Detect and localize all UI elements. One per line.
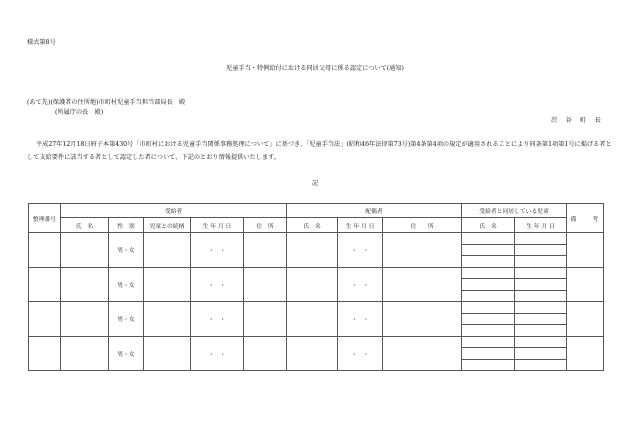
cell-spouse-birth: ・ ・	[338, 336, 383, 371]
cell-recipient-name	[61, 302, 109, 337]
header-recipient-name: 氏 名	[61, 218, 109, 233]
cell-recipient-sex: 男・女	[109, 336, 144, 371]
body-text: 平成27年12月18日府子本第430号「市町村における児童手当関係事務処理について」に基づき、「児童手当法」(昭和46年法律第73号)第4条第4項の規定が適用されることにより同条第1項第1号に掲げる者として支給要件に該当する者として認定した者について、下記のとおり情報提供いたします。	[27, 141, 612, 161]
cell-remarks	[567, 233, 604, 268]
document-title: 児童手当・特例給付における同居父母に係る認定について(通知)	[226, 65, 404, 72]
header-seiri-number: 整理番号	[29, 204, 61, 233]
cell-recipient-address	[244, 267, 287, 302]
cell-recipient-sex: 男・女	[109, 233, 144, 268]
ki-heading: 記	[311, 180, 319, 187]
cell-child-birth	[515, 348, 567, 360]
header-recipient-address: 住 所	[244, 218, 287, 233]
cell-child-birth	[515, 244, 567, 256]
cell-seiri	[29, 302, 61, 337]
header-child-name: 氏 名	[462, 218, 515, 233]
cell-recipient-address	[244, 233, 287, 268]
header-recipient-sex: 性 別	[109, 218, 144, 233]
cell-recipient-name	[61, 233, 109, 268]
cell-child-birth	[515, 336, 567, 348]
cell-recipient-relation	[144, 267, 191, 302]
cell-child-name	[462, 256, 515, 268]
cell-child-name	[462, 359, 515, 371]
cell-recipient-birth: ・ ・	[191, 336, 244, 371]
cell-child-birth	[515, 233, 567, 245]
cell-spouse-name	[287, 336, 338, 371]
cell-seiri	[29, 233, 61, 268]
header-recipient-relation: 児童との続柄	[144, 218, 191, 233]
cell-child-name	[462, 244, 515, 256]
notification-table	[28, 203, 604, 371]
cell-child-birth	[515, 290, 567, 302]
cell-recipient-name	[61, 267, 109, 302]
addressee-alt-line: (所属庁の長 殿)	[55, 109, 104, 116]
header-recipient-birth: 生 年 月 日	[191, 218, 244, 233]
cell-recipient-name	[61, 336, 109, 371]
header-spouse-name: 氏 名	[287, 218, 338, 233]
cell-spouse-address	[383, 267, 462, 302]
cell-child-name	[462, 233, 515, 245]
cell-spouse-birth: ・ ・	[338, 302, 383, 337]
cell-seiri	[29, 336, 61, 371]
cell-seiri	[29, 267, 61, 302]
header-child-birth: 生 年 月 日	[515, 218, 567, 233]
cell-recipient-relation	[144, 302, 191, 337]
cell-child-birth	[515, 302, 567, 314]
cell-recipient-sex: 男・女	[109, 302, 144, 337]
cell-recipient-relation	[144, 336, 191, 371]
cell-remarks	[567, 336, 604, 371]
cell-remarks	[567, 302, 604, 337]
cell-child-birth	[515, 256, 567, 268]
cell-child-name	[462, 290, 515, 302]
cell-recipient-address	[244, 336, 287, 371]
cell-recipient-address	[244, 302, 287, 337]
cell-spouse-address	[383, 233, 462, 268]
cell-recipient-birth: ・ ・	[191, 302, 244, 337]
cell-child-name	[462, 325, 515, 337]
cell-child-name	[462, 336, 515, 348]
sender: 渋 谷 町 長	[550, 117, 604, 124]
cell-child-birth	[515, 267, 567, 279]
cell-child-birth	[515, 325, 567, 337]
cell-spouse-name	[287, 302, 338, 337]
cell-recipient-sex: 男・女	[109, 267, 144, 302]
form-number: 様式第8号	[27, 39, 56, 46]
header-spouse-birth: 生 年 月 日	[338, 218, 383, 233]
cell-recipient-birth: ・ ・	[191, 233, 244, 268]
cell-spouse-birth: ・ ・	[338, 233, 383, 268]
cell-child-name	[462, 348, 515, 360]
header-recipient-group: 受給者	[61, 204, 287, 218]
header-remarks: 備 考	[567, 204, 604, 233]
cell-remarks	[567, 267, 604, 302]
cell-child-birth	[515, 279, 567, 291]
addressee-line: (あて先)(保護者の住所地)市町村児童手当担当部局長 殿	[27, 99, 186, 106]
cell-recipient-relation	[144, 233, 191, 268]
cell-spouse-address	[383, 302, 462, 337]
cell-child-name	[462, 302, 515, 314]
cell-spouse-name	[287, 233, 338, 268]
cell-child-name	[462, 313, 515, 325]
cell-recipient-birth: ・ ・	[191, 267, 244, 302]
cell-spouse-address	[383, 336, 462, 371]
header-spouse-address: 住 所	[383, 218, 462, 233]
header-spouse-group: 配偶者	[287, 204, 462, 218]
cell-spouse-name	[287, 267, 338, 302]
cell-child-birth	[515, 359, 567, 371]
cell-child-name	[462, 267, 515, 279]
cell-child-name	[462, 279, 515, 291]
cell-child-birth	[515, 313, 567, 325]
cell-spouse-birth: ・ ・	[338, 267, 383, 302]
header-cohabiting-child-group: 受給者と同居している児童	[462, 204, 567, 218]
